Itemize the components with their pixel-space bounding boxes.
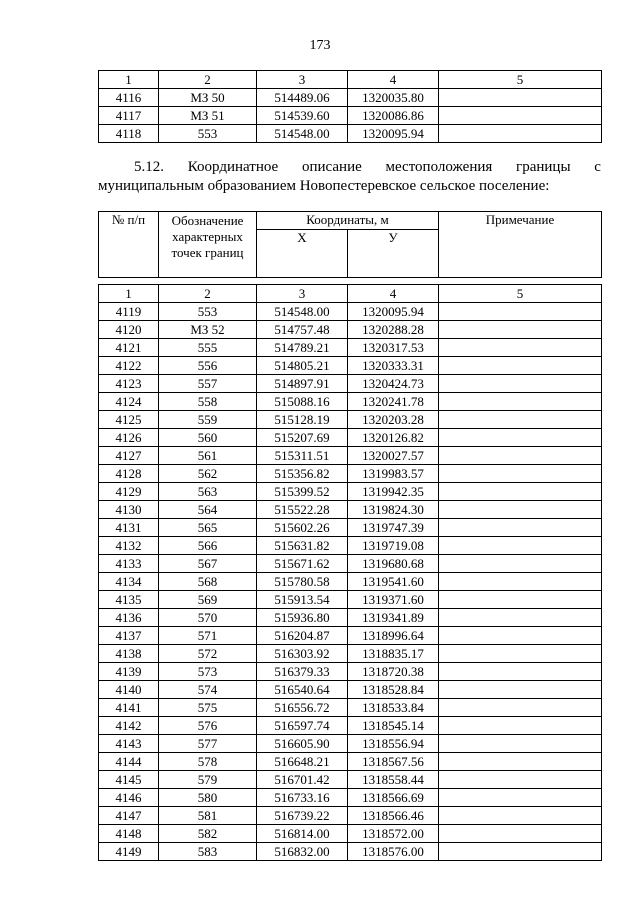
cell-y: 1320027.57 xyxy=(348,447,439,465)
cell-point: МЗ 50 xyxy=(159,89,257,107)
table-row xyxy=(99,627,602,645)
cell-y: 1318572.00 xyxy=(348,825,439,843)
cell-number: 4146 xyxy=(99,789,159,807)
table-row xyxy=(99,393,602,411)
cell-x: 515671.62 xyxy=(257,555,348,573)
cell-point: 573 xyxy=(159,663,257,681)
cell-x: 514897.91 xyxy=(257,375,348,393)
cell-y: 1320424.73 xyxy=(348,375,439,393)
cell-point: 581 xyxy=(159,807,257,825)
cell-point: 568 xyxy=(159,573,257,591)
table-row xyxy=(99,825,602,843)
cell-x: 516648.21 xyxy=(257,753,348,771)
cell-y: 1318720.38 xyxy=(348,663,439,681)
cell-x: 516701.42 xyxy=(257,771,348,789)
cell-y: 1319680.68 xyxy=(348,555,439,573)
cell-y: 1320095.94 xyxy=(348,303,439,321)
cell-note xyxy=(439,537,602,555)
cell-y: 1318545.14 xyxy=(348,717,439,735)
cell-number: 4116 xyxy=(99,89,159,107)
cell-number: 4138 xyxy=(99,645,159,663)
cell-x: 516556.72 xyxy=(257,699,348,717)
cell-point: 562 xyxy=(159,465,257,483)
cell-number: 4133 xyxy=(99,555,159,573)
cell-y: 1318566.69 xyxy=(348,789,439,807)
cell-y: 1318566.46 xyxy=(348,807,439,825)
cell-x: 514757.48 xyxy=(257,321,348,339)
cell-point: 561 xyxy=(159,447,257,465)
table-row xyxy=(99,789,602,807)
cell-x: 515780.58 xyxy=(257,573,348,591)
header-x: X xyxy=(257,230,348,278)
cell-point: 564 xyxy=(159,501,257,519)
cell-y: 1319942.35 xyxy=(348,483,439,501)
cell-number: 4149 xyxy=(99,843,159,861)
cell-number: 4136 xyxy=(99,609,159,627)
cell-x: 514548.00 xyxy=(257,303,348,321)
table-row xyxy=(99,125,602,143)
cell-x: 514805.21 xyxy=(257,357,348,375)
cell-note xyxy=(439,429,602,447)
cell-note xyxy=(439,107,602,125)
cell-note xyxy=(439,627,602,645)
cell-x: 514539.60 xyxy=(257,107,348,125)
cell-point: 558 xyxy=(159,393,257,411)
table-row xyxy=(99,771,602,789)
table-row xyxy=(99,717,602,735)
cell-number: 4126 xyxy=(99,429,159,447)
cell-number: 4132 xyxy=(99,537,159,555)
cell-x: 516605.90 xyxy=(257,735,348,753)
cell-number: 4121 xyxy=(99,339,159,357)
table-row xyxy=(99,735,602,753)
cell-point: 557 xyxy=(159,375,257,393)
table-row xyxy=(99,429,602,447)
cell-x: 515631.82 xyxy=(257,537,348,555)
cell-note xyxy=(439,591,602,609)
table-row xyxy=(99,483,602,501)
cell-note xyxy=(439,89,602,107)
cell-point: 566 xyxy=(159,537,257,555)
cell-note xyxy=(439,825,602,843)
cell-y: 1319341.89 xyxy=(348,609,439,627)
cell-point: 555 xyxy=(159,339,257,357)
section-heading-word: с xyxy=(594,159,601,175)
table-row xyxy=(99,807,602,825)
cell-note xyxy=(439,645,602,663)
cell-x: 3 xyxy=(257,71,348,89)
cell-number: 4119 xyxy=(99,303,159,321)
table-row xyxy=(99,89,602,107)
cell-point: 553 xyxy=(159,303,257,321)
cell-x: 514489.06 xyxy=(257,89,348,107)
cell-y: 1319824.30 xyxy=(348,501,439,519)
cell-y: 1320317.53 xyxy=(348,339,439,357)
cell-x: 516832.00 xyxy=(257,843,348,861)
cell-y: 1320241.78 xyxy=(348,393,439,411)
cell-note xyxy=(439,663,602,681)
cell-note xyxy=(439,375,602,393)
cell-point: 2 xyxy=(159,285,257,303)
cell-point: 582 xyxy=(159,825,257,843)
table-row xyxy=(99,753,602,771)
cell-y: 1318567.56 xyxy=(348,753,439,771)
cell-y: 1318576.00 xyxy=(348,843,439,861)
cell-number: 4139 xyxy=(99,663,159,681)
cell-number: 4120 xyxy=(99,321,159,339)
cell-number: 4128 xyxy=(99,465,159,483)
cell-number: 4135 xyxy=(99,591,159,609)
cell-point: 575 xyxy=(159,699,257,717)
cell-x: 3 xyxy=(257,285,348,303)
coordinates-table-continued xyxy=(98,70,602,143)
cell-x: 514548.00 xyxy=(257,125,348,143)
cell-note xyxy=(439,681,602,699)
cell-y: 1318533.84 xyxy=(348,699,439,717)
table-row xyxy=(99,465,602,483)
cell-x: 516814.00 xyxy=(257,825,348,843)
cell-x: 515356.82 xyxy=(257,465,348,483)
table-row xyxy=(99,681,602,699)
cell-y: 1319371.60 xyxy=(348,591,439,609)
cell-x: 515311.51 xyxy=(257,447,348,465)
cell-number: 4143 xyxy=(99,735,159,753)
section-heading-word: описание xyxy=(301,159,362,175)
section-heading xyxy=(98,158,601,196)
cell-note xyxy=(439,717,602,735)
cell-number: 4117 xyxy=(99,107,159,125)
cell-x: 515522.28 xyxy=(257,501,348,519)
cell-note xyxy=(439,753,602,771)
cell-y: 1319983.57 xyxy=(348,465,439,483)
table-row xyxy=(99,555,602,573)
page-number: 173 xyxy=(309,38,331,53)
table-row xyxy=(99,699,602,717)
cell-number: 4144 xyxy=(99,753,159,771)
cell-point: 559 xyxy=(159,411,257,429)
cell-note xyxy=(439,447,602,465)
cell-x: 515207.69 xyxy=(257,429,348,447)
cell-x: 515128.19 xyxy=(257,411,348,429)
table-row xyxy=(99,321,602,339)
table-row xyxy=(99,357,602,375)
table-row xyxy=(99,303,602,321)
cell-point: 579 xyxy=(159,771,257,789)
cell-x: 516733.16 xyxy=(257,789,348,807)
cell-x: 515913.54 xyxy=(257,591,348,609)
cell-point: МЗ 52 xyxy=(159,321,257,339)
table-row xyxy=(99,645,602,663)
cell-note xyxy=(439,465,602,483)
cell-note xyxy=(439,789,602,807)
cell-number: 4148 xyxy=(99,825,159,843)
header-coordinates: Координаты, м xyxy=(257,212,439,230)
cell-y: 4 xyxy=(348,71,439,89)
cell-point: 574 xyxy=(159,681,257,699)
cell-point: 570 xyxy=(159,609,257,627)
section-heading-word: Координатное xyxy=(187,159,279,175)
coordinates-table xyxy=(98,284,602,861)
cell-y: 1318835.17 xyxy=(348,645,439,663)
cell-y: 1319747.39 xyxy=(348,519,439,537)
table-row xyxy=(99,537,602,555)
cell-x: 514789.21 xyxy=(257,339,348,357)
cell-number: 4125 xyxy=(99,411,159,429)
header-number: № п/п xyxy=(99,212,159,278)
cell-x: 516540.64 xyxy=(257,681,348,699)
cell-number: 4134 xyxy=(99,573,159,591)
cell-note xyxy=(439,125,602,143)
cell-note xyxy=(439,483,602,501)
cell-number: 1 xyxy=(99,285,159,303)
cell-point: 560 xyxy=(159,429,257,447)
cell-note: 5 xyxy=(439,285,602,303)
table-row xyxy=(99,843,602,861)
cell-x: 516379.33 xyxy=(257,663,348,681)
cell-note xyxy=(439,555,602,573)
table-row xyxy=(99,375,602,393)
cell-point: 578 xyxy=(159,753,257,771)
cell-number: 4130 xyxy=(99,501,159,519)
cell-y: 1320333.31 xyxy=(348,357,439,375)
column-number-row xyxy=(99,71,602,89)
cell-y: 1319719.08 xyxy=(348,537,439,555)
cell-point: 556 xyxy=(159,357,257,375)
section-heading-word: местоположения xyxy=(385,159,493,175)
cell-note xyxy=(439,843,602,861)
cell-number: 4124 xyxy=(99,393,159,411)
cell-number: 4140 xyxy=(99,681,159,699)
table-row xyxy=(99,501,602,519)
cell-x: 515602.26 xyxy=(257,519,348,537)
cell-note xyxy=(439,573,602,591)
table-row xyxy=(99,573,602,591)
table-row xyxy=(99,411,602,429)
cell-y: 1318996.64 xyxy=(348,627,439,645)
cell-note xyxy=(439,807,602,825)
table-row xyxy=(99,447,602,465)
cell-number: 4123 xyxy=(99,375,159,393)
section-heading-line2: муниципальным образованием Новопестеревское сельское поселение: xyxy=(98,178,550,194)
cell-note xyxy=(439,501,602,519)
cell-number: 4129 xyxy=(99,483,159,501)
cell-point: 577 xyxy=(159,735,257,753)
cell-point: 2 xyxy=(159,71,257,89)
table-row xyxy=(99,663,602,681)
cell-x: 515088.16 xyxy=(257,393,348,411)
cell-note xyxy=(439,699,602,717)
cell-x: 516597.74 xyxy=(257,717,348,735)
section-heading-line1 xyxy=(98,158,601,177)
table-row xyxy=(99,107,602,125)
cell-y: 1320203.28 xyxy=(348,411,439,429)
cell-number: 4127 xyxy=(99,447,159,465)
cell-x: 515399.52 xyxy=(257,483,348,501)
cell-x: 516204.87 xyxy=(257,627,348,645)
table-row xyxy=(99,591,602,609)
table-row xyxy=(99,339,602,357)
cell-x: 516739.22 xyxy=(257,807,348,825)
cell-number: 4141 xyxy=(99,699,159,717)
cell-y: 1320288.28 xyxy=(348,321,439,339)
cell-note xyxy=(439,735,602,753)
cell-point: МЗ 51 xyxy=(159,107,257,125)
cell-number: 1 xyxy=(99,71,159,89)
cell-y: 1320086.86 xyxy=(348,107,439,125)
cell-point: 583 xyxy=(159,843,257,861)
cell-y: 1318556.94 xyxy=(348,735,439,753)
cell-number: 4147 xyxy=(99,807,159,825)
table-row xyxy=(99,519,602,537)
section-number: 5.12. xyxy=(134,159,164,175)
cell-point: 571 xyxy=(159,627,257,645)
cell-note xyxy=(439,303,602,321)
cell-point: 576 xyxy=(159,717,257,735)
column-number-row xyxy=(99,285,602,303)
cell-point: 569 xyxy=(159,591,257,609)
table-row xyxy=(99,609,602,627)
cell-note xyxy=(439,411,602,429)
header-y: У xyxy=(348,230,439,278)
cell-number: 4131 xyxy=(99,519,159,537)
cell-point: 553 xyxy=(159,125,257,143)
cell-point: 565 xyxy=(159,519,257,537)
cell-x: 516303.92 xyxy=(257,645,348,663)
cell-note xyxy=(439,519,602,537)
cell-note xyxy=(439,357,602,375)
cell-note: 5 xyxy=(439,71,602,89)
cell-y: 1318558.44 xyxy=(348,771,439,789)
header-note: Примечание xyxy=(439,212,602,278)
cell-point: 567 xyxy=(159,555,257,573)
cell-note xyxy=(439,393,602,411)
cell-point: 572 xyxy=(159,645,257,663)
cell-note xyxy=(439,339,602,357)
cell-y: 1318528.84 xyxy=(348,681,439,699)
cell-x: 515936.80 xyxy=(257,609,348,627)
cell-number: 4145 xyxy=(99,771,159,789)
cell-y: 1319541.60 xyxy=(348,573,439,591)
cell-note xyxy=(439,321,602,339)
cell-point: 580 xyxy=(159,789,257,807)
cell-point: 563 xyxy=(159,483,257,501)
cell-note xyxy=(439,609,602,627)
section-heading-word: границы xyxy=(516,159,571,175)
cell-y: 1320035.80 xyxy=(348,89,439,107)
cell-number: 4142 xyxy=(99,717,159,735)
cell-number: 4122 xyxy=(99,357,159,375)
coordinates-table-header xyxy=(98,211,602,278)
header-point-designation: Обозначение характерных точек границ xyxy=(159,212,257,278)
cell-y: 1320095.94 xyxy=(348,125,439,143)
cell-number: 4118 xyxy=(99,125,159,143)
cell-number: 4137 xyxy=(99,627,159,645)
cell-note xyxy=(439,771,602,789)
cell-y: 1320126.82 xyxy=(348,429,439,447)
cell-y: 4 xyxy=(348,285,439,303)
